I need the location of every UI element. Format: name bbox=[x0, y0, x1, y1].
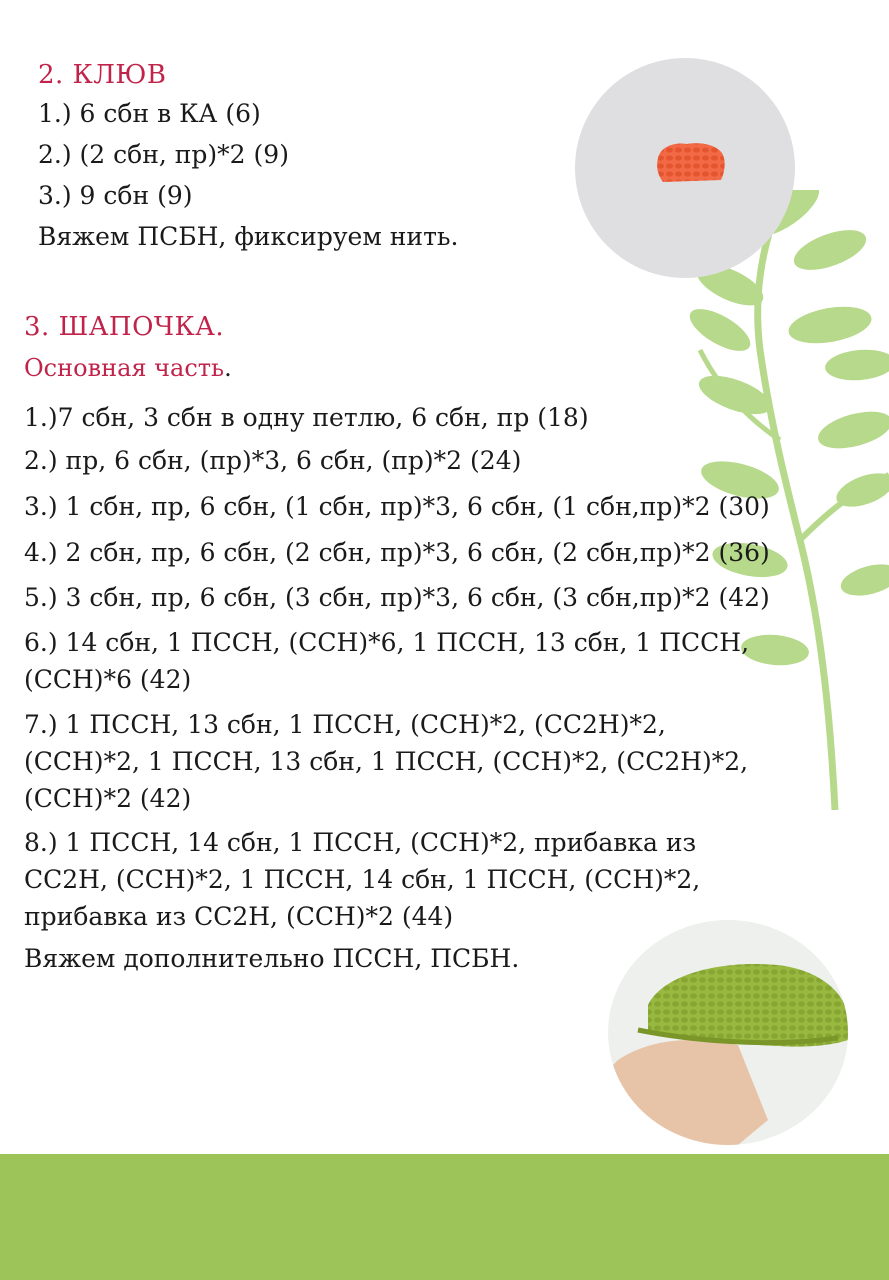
hat-heading: 3. ШАПОЧКА. bbox=[24, 312, 225, 342]
hat-row-8c: прибавка из СС2Н, (ССН)*2 (44) bbox=[24, 902, 454, 931]
footer-band bbox=[0, 1154, 889, 1280]
hat-row-7a: 7.) 1 ПССН, 13 сбн, 1 ПССН, (ССН)*2, (СС2Н)*2, bbox=[24, 710, 666, 739]
hat-row-6b: (ССН)*6 (42) bbox=[24, 665, 192, 694]
hat-row-8b: СС2Н, (ССН)*2, 1 ПССН, 14 сбн, 1 ПССН, (ССН)*2, bbox=[24, 865, 701, 894]
beak-row-2: 2.) (2 сбн, пр)*2 (9) bbox=[38, 140, 289, 169]
hat-row-8a: 8.) 1 ПССН, 14 сбн, 1 ПССН, (ССН)*2, прибавка из bbox=[24, 828, 697, 857]
hat-row-2: 2.) пр, 6 сбн, (пр)*3, 6 сбн, (пр)*2 (24) bbox=[24, 446, 522, 475]
beak-row-3: 3.) 9 сбн (9) bbox=[38, 181, 193, 210]
beak-photo bbox=[575, 58, 795, 278]
hat-row-4: 4.) 2 сбн, пр, 6 сбн, (2 сбн, пр)*3, 6 сбн, (2 сбн,пр)*2 (36) bbox=[24, 538, 770, 567]
hat-row-6a: 6.) 14 сбн, 1 ПССН, (ССН)*6, 1 ПССН, 13 сбн, 1 ПССН, bbox=[24, 628, 750, 657]
hat-row-final: Вяжем дополнительно ПССН, ПСБН. bbox=[24, 944, 520, 973]
hat-row-1: 1.)7 сбн, 3 сбн в одну петлю, 6 сбн, пр (18) bbox=[24, 403, 589, 432]
hat-row-7c: (ССН)*2 (42) bbox=[24, 784, 192, 813]
hat-row-3: 3.) 1 сбн, пр, 6 сбн, (1 сбн, пр)*3, 6 сбн, (1 сбн,пр)*2 (30) bbox=[24, 492, 770, 521]
beak-row-1: 1.) 6 сбн в КА (6) bbox=[38, 99, 261, 128]
hat-row-5: 5.) 3 сбн, пр, 6 сбн, (3 сбн, пр)*3, 6 сбн, (3 сбн,пр)*2 (42) bbox=[24, 583, 770, 612]
beak-row-4: Вяжем ПСБН, фиксируем нить. bbox=[38, 222, 459, 251]
hat-subheading bbox=[24, 354, 232, 382]
hat-subheading-dot: . bbox=[224, 354, 232, 382]
hat-row-7b: (ССН)*2, 1 ПССН, 13 сбн, 1 ПССН, (ССН)*2, (СС2Н)*2, bbox=[24, 747, 749, 776]
beak-heading: 2. КЛЮВ bbox=[38, 60, 167, 90]
hat-subheading-text: Основная часть bbox=[24, 354, 225, 382]
hat-photo bbox=[608, 920, 848, 1145]
